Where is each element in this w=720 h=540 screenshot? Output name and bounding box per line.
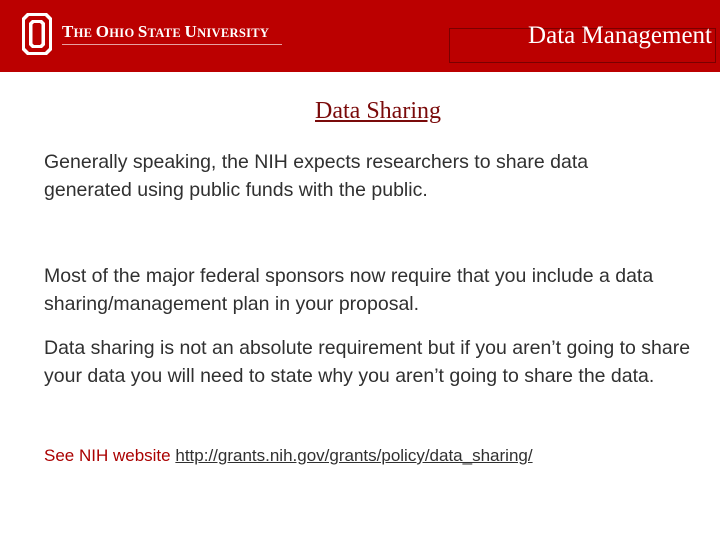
university-name-rule [62,44,282,45]
university-name-part-ohio: HIO [109,26,138,40]
block-o-logo-icon [22,13,52,55]
nih-data-sharing-link[interactable]: http://grants.nih.gov/grants/policy/data_sharing/ [175,446,533,465]
nih-website-label: See NIH website [44,446,171,465]
university-name-initial-o: O [95,22,110,41]
university-name-initial-t: T [62,22,74,41]
university-name-part-the: HE [73,26,96,40]
header-bar [0,0,720,72]
slide-title: Data Sharing [315,98,441,124]
university-name-initial-u: U [184,22,198,41]
nih-website-line [44,446,533,466]
paragraph-nih-expectation: Generally speaking, the NIH expects researchers to share data generated using public funds with the public. [44,151,589,201]
university-name-part-state: TATE [147,26,185,40]
university-name-initial-s: S [137,22,148,41]
paragraph-not-absolute: Data sharing is not an absolute requirement but if you aren’t going to share your data you will need to state why you aren’t going to share the data. [44,337,691,387]
section-title: Data Management [528,22,712,49]
university-name-part-university: NIVERSITY [197,26,270,40]
university-name [62,22,269,42]
paragraph-sponsor-requirement: Most of the major federal sponsors now require that you include a data sharing/management plan in your proposal. [44,265,654,315]
